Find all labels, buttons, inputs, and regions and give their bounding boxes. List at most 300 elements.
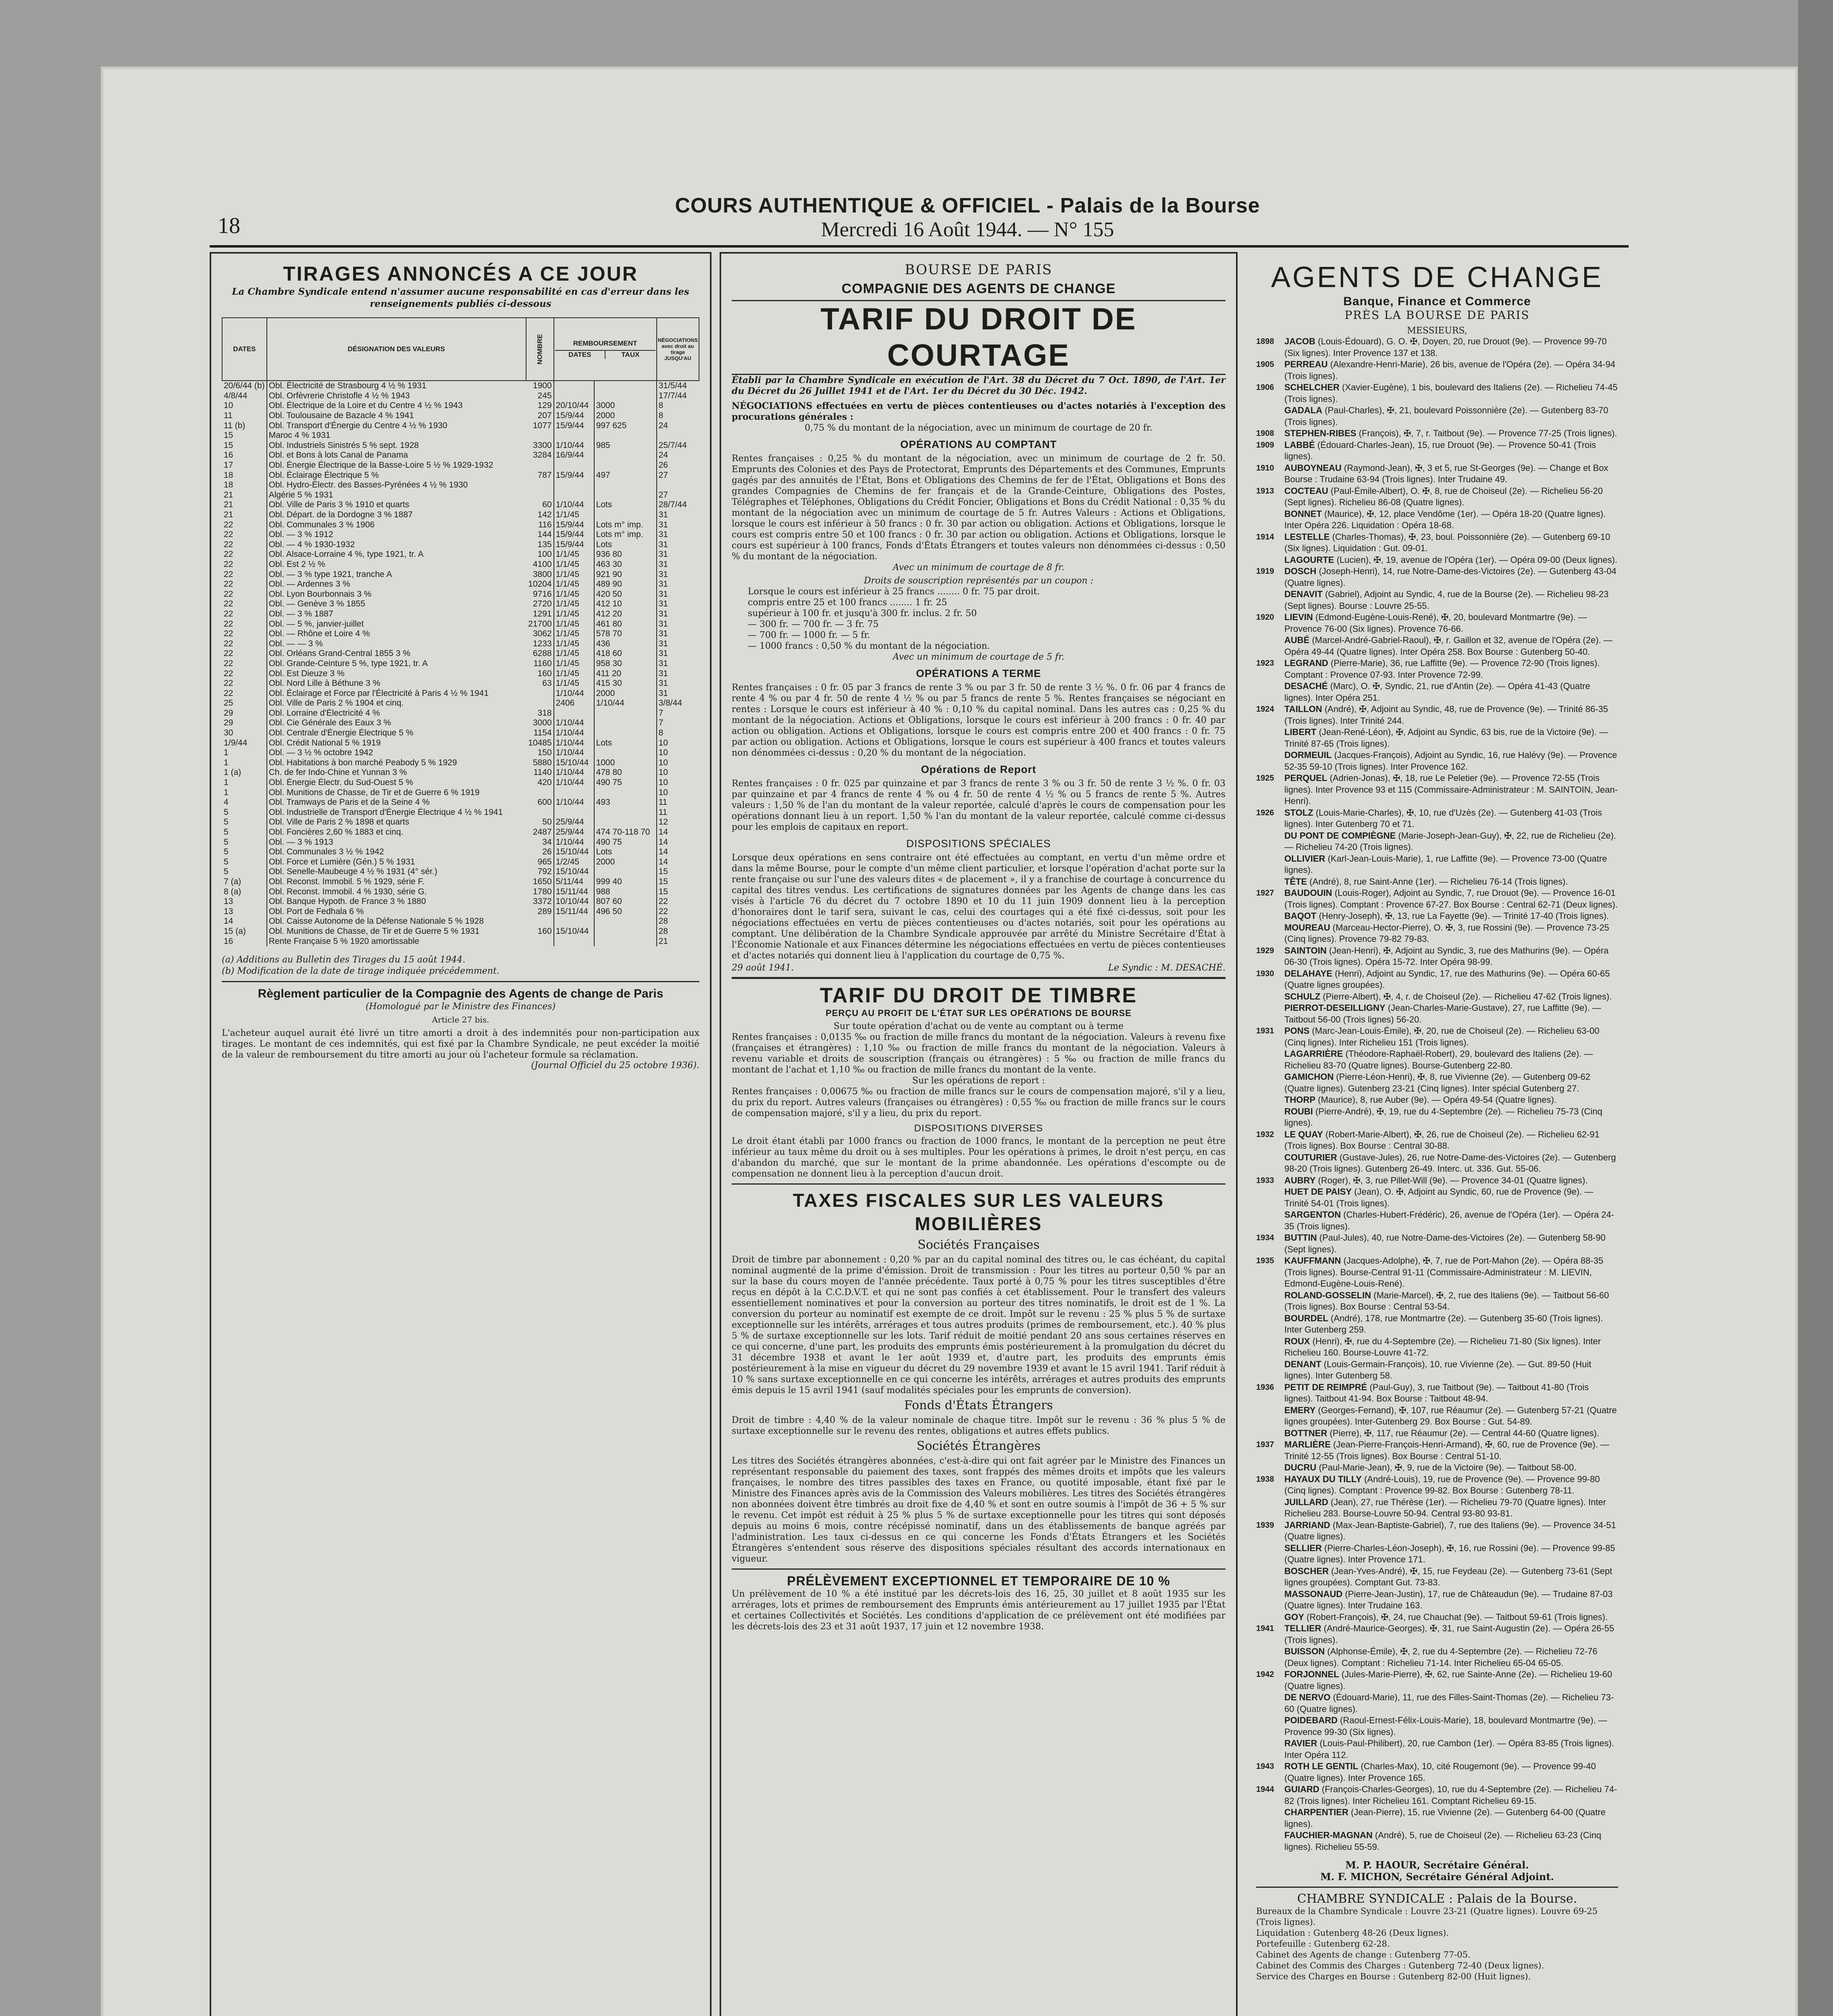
agent-entry bbox=[1256, 531, 1618, 554]
tirage-negociation: 10 bbox=[658, 758, 668, 767]
tirage-designation: Obl. — 3 ½ % octobre 1942 bbox=[268, 748, 373, 758]
agent-body bbox=[1284, 1209, 1618, 1232]
tirage-negociation: 3/8/44 bbox=[658, 698, 682, 708]
agent-body bbox=[1284, 1232, 1618, 1255]
tirage-date: 1/9/44 bbox=[222, 738, 267, 748]
agent-details: (Louis-Édouard), G. O. ✠, Doyen, 20, rue Drouot (9e). — Provence 99-70 (Six lignes). Inter Provence 137 et 138. bbox=[1284, 336, 1607, 358]
tirage-taux: 988 bbox=[594, 887, 657, 897]
agent-body bbox=[1284, 462, 1618, 485]
agent-year: 1906 bbox=[1256, 383, 1274, 392]
agent-name: LIEVIN bbox=[1284, 612, 1313, 622]
agent-body bbox=[1284, 1623, 1618, 1646]
tirage-taux: 436 bbox=[594, 639, 657, 649]
tirage-nombre: 3284 bbox=[526, 450, 554, 460]
souscription-row: supérieur à 100 fr. et jusqu'à 300 fr. inclus. 2 fr. 50 bbox=[748, 608, 977, 619]
agent-entry bbox=[1256, 1612, 1618, 1623]
tirage-negociation: 31 bbox=[658, 579, 668, 589]
remb-dates: DATES bbox=[555, 351, 606, 359]
tirage-designation: Obl. Électricité de Strasbourg 4 ½ % 1931 bbox=[268, 381, 427, 391]
agent-details: (Henri), ✠, rue du 4-Septembre (2e). — Richelieu 71-80 (Six lignes). Inter Richelieu 160. Bourse-Louvre 41-72. bbox=[1284, 1336, 1601, 1358]
tirage-row bbox=[222, 768, 699, 778]
courtage-date: 29 août 1941. bbox=[732, 963, 794, 973]
agent-details: (Pierre), ✠, 117, rue Réaumur (2e). — Central 44-60 (Quatre lignes). bbox=[1329, 1428, 1599, 1438]
tirage-nombre: 10204 bbox=[526, 579, 554, 589]
agent-name: STEPHEN-RIBES bbox=[1284, 428, 1357, 438]
agent-body bbox=[1284, 750, 1618, 773]
agent-name: DESACHÉ bbox=[1284, 681, 1328, 691]
agent-year: 1927 bbox=[1256, 889, 1274, 898]
tirage-negociation bbox=[657, 431, 699, 441]
tirage-date: 21 bbox=[222, 490, 267, 500]
secretaire-general: M. P. HAOUR, Secrétaire Général. bbox=[1345, 1859, 1529, 1871]
tirage-designation: Obl. — 3 % 1912 bbox=[268, 530, 333, 539]
tirage-row bbox=[222, 867, 699, 877]
tirage-date: 5 bbox=[222, 857, 267, 867]
agent-body bbox=[1284, 439, 1618, 462]
tirage-row bbox=[222, 579, 699, 589]
agent-name: OLLIVIER bbox=[1284, 853, 1325, 864]
timbre-report-text: Rentes françaises : 0,00675 ‰ ou fraction de mille francs sur le cours de compensation majoré, s'il y a lieu, du prix du report. Autres valeurs (françaises ou étrangères) : 0,55 ‰ ou fraction de mille francs sur le cours de compensation majoré, s'il y a lieu, du prix du report. bbox=[732, 1087, 1225, 1118]
tirage-row bbox=[222, 679, 699, 689]
tirage-date: 7 (a) bbox=[222, 877, 267, 887]
tirage-row bbox=[222, 837, 699, 847]
tirage-designation: Algérie 5 % 1931 bbox=[268, 490, 333, 500]
tirage-row bbox=[222, 599, 699, 609]
reglement-subtitle: (Homologué par le Ministre des Finances) bbox=[365, 1001, 556, 1012]
agent-year: 1944 bbox=[1256, 1785, 1274, 1794]
agent-name: DE NERVO bbox=[1284, 1692, 1331, 1702]
tirage-taux bbox=[594, 460, 657, 471]
tirage-nombre: 1160 bbox=[526, 659, 554, 669]
tirage-nombre bbox=[526, 698, 554, 708]
agent-name: POIDEBARD bbox=[1284, 1715, 1338, 1725]
tirage-designation: Obl. Force et Lumière (Gén.) 5 % 1931 bbox=[268, 857, 415, 866]
tirage-negociation: 22 bbox=[658, 897, 668, 906]
tirage-taux: 1000 bbox=[594, 758, 657, 768]
agent-year bbox=[1256, 554, 1284, 566]
tirage-taux bbox=[594, 480, 657, 490]
masthead-date: Mercredi 16 Août 1944. — N° 155 bbox=[821, 218, 1114, 241]
tirage-taux: 958 30 bbox=[594, 659, 657, 669]
tirage-date: 29 bbox=[222, 718, 267, 728]
tirage-designation: Obl. Est 2 ½ % bbox=[268, 559, 325, 569]
tirage-designation: Obl. Munitions de Chasse, de Tir et de Guerre 5 % 1931 bbox=[268, 926, 480, 936]
agent-name: BAUDOUIN bbox=[1284, 888, 1332, 898]
tirage-date: 15 (a) bbox=[222, 927, 267, 937]
agent-name: PONS bbox=[1284, 1026, 1310, 1036]
agent-details: (Henri), Adjoint au Syndic, 17, rue des Mathurins (9e). — Opéra 60-65 (Quatre lignes groupées). bbox=[1284, 968, 1610, 990]
tirage-nombre: 2720 bbox=[526, 599, 554, 609]
agent-entry bbox=[1256, 910, 1618, 922]
agent-body bbox=[1284, 1566, 1618, 1589]
bourse-kicker: BOURSE DE PARIS bbox=[905, 262, 1053, 278]
tirage-designation: Obl. Reconst. Immobil. 4 % 1930, série G. bbox=[268, 887, 427, 896]
tirage-negociation: 12 bbox=[658, 817, 668, 827]
tirage-taux bbox=[594, 490, 657, 500]
tirage-nombre bbox=[526, 460, 554, 471]
agent-entry bbox=[1256, 876, 1618, 888]
tirage-date: 22 bbox=[222, 619, 267, 629]
column-agents bbox=[1246, 252, 1629, 2016]
tirage-taux: 3000 bbox=[594, 401, 657, 411]
agent-entry bbox=[1256, 1071, 1618, 1094]
col-remboursement bbox=[554, 318, 657, 381]
taxes-se-title: Sociétés Étrangères bbox=[916, 1439, 1041, 1453]
agent-year: 1930 bbox=[1256, 969, 1274, 978]
agent-entry bbox=[1256, 887, 1618, 910]
tirage-taux: 463 30 bbox=[594, 560, 657, 570]
tirage-taux: Lots bbox=[594, 500, 657, 510]
tirage-date: 22 bbox=[222, 669, 267, 679]
agent-body bbox=[1284, 1474, 1618, 1497]
tirage-remb-date: 15/10/44 bbox=[554, 758, 594, 768]
agent-year: 1942 bbox=[1256, 1670, 1274, 1679]
agent-name: BOTTNER bbox=[1284, 1428, 1327, 1438]
tirage-row bbox=[222, 936, 699, 946]
tirage-row bbox=[222, 887, 699, 897]
tirage-remb-date: 25/9/44 bbox=[554, 817, 594, 827]
agent-details: (Marie-Marcel), ✠, 2, rue des Italiens (9e). — Taitbout 56-60 (Trois lignes). Box Bourse : Central 53-54. bbox=[1284, 1290, 1609, 1312]
agent-name: COCTEAU bbox=[1284, 485, 1328, 496]
taxes-et-title: Fonds d'États Étrangers bbox=[904, 1398, 1053, 1412]
tirage-taux: 497 bbox=[594, 470, 657, 480]
agent-year: 1925 bbox=[1256, 774, 1274, 783]
agent-body bbox=[1284, 1025, 1618, 1048]
tirage-nombre: 50 bbox=[526, 817, 554, 827]
agent-entry bbox=[1256, 1290, 1618, 1313]
agent-entry bbox=[1256, 1623, 1618, 1646]
tirage-nombre: 1291 bbox=[526, 609, 554, 619]
tirage-nombre bbox=[526, 431, 554, 441]
agent-name: DU PONT DE COMPIÈGNE bbox=[1284, 830, 1396, 841]
agent-name: RAVIER bbox=[1284, 1738, 1317, 1748]
tirage-date: 5 bbox=[222, 808, 267, 818]
agent-name: ROUX bbox=[1284, 1336, 1310, 1346]
agent-name: GOY bbox=[1284, 1612, 1304, 1622]
agent-entry bbox=[1256, 1439, 1618, 1462]
tirage-taux: 578 70 bbox=[594, 629, 657, 639]
tirage-designation: Obl. — 4 % 1930-1932 bbox=[268, 539, 355, 549]
tirage-designation: Obl. Cie Générale des Eaux 3 % bbox=[268, 718, 391, 728]
agent-body bbox=[1284, 1359, 1618, 1382]
souscription-row: — 300 fr. — 700 fr. — 3 fr. 75 bbox=[748, 619, 879, 629]
tirage-remb-date: 15/9/44 bbox=[554, 470, 594, 480]
agent-year bbox=[1256, 1313, 1284, 1336]
agent-body bbox=[1284, 1094, 1618, 1106]
agent-entry bbox=[1256, 1543, 1618, 1566]
tirage-designation: Obl. Habitations à bon marché Peabody 5 % 1929 bbox=[268, 758, 457, 767]
tirage-date: 18 bbox=[222, 470, 267, 480]
agent-year bbox=[1256, 1738, 1284, 1761]
tirage-remb-date bbox=[554, 480, 594, 490]
tirage-negociation: 8 bbox=[658, 401, 664, 410]
tirage-negociation: 27 bbox=[658, 490, 668, 500]
tirage-row bbox=[222, 798, 699, 808]
tirage-negociation: 31 bbox=[658, 530, 668, 539]
tirage-date: 22 bbox=[222, 629, 267, 639]
agent-details: (André), 8, rue Saint-Anne (1er). — Richelieu 76-14 (Trois lignes). bbox=[1309, 876, 1568, 887]
agent-details: (Marcel-André-Gabriel-Raoul), ✠, r. Gaillon et 32, avenue de l'Opéra (2e). — Opéra 49-44 (Quatre lignes). Inter Opéra 258. Box Bourse : Gutenberg 50-40. bbox=[1284, 635, 1612, 657]
tirage-nombre: 600 bbox=[526, 798, 554, 808]
agent-body bbox=[1284, 1669, 1618, 1692]
chambre-line: Cabinet des Agents de change : Gutenberg 77-05. bbox=[1256, 1950, 1471, 1960]
agent-year bbox=[1256, 1566, 1284, 1589]
agent-year bbox=[1256, 1830, 1284, 1853]
tirage-taux: 412 10 bbox=[594, 599, 657, 609]
agent-body bbox=[1284, 773, 1618, 807]
agent-entry bbox=[1256, 1497, 1618, 1520]
agent-body bbox=[1284, 1382, 1618, 1405]
tirage-designation: Obl. Transport d'Énergie du Centre 4 ½ % 1930 bbox=[268, 421, 447, 430]
tirage-nombre: 34 bbox=[526, 837, 554, 847]
agent-details: (Pierre-Jean-Justin), 17, rue de Châteaudun (9e). — Trudaine 87-03 (Quatre lignes). Inter Trudaine 163. bbox=[1284, 1589, 1613, 1610]
tirage-nombre: 142 bbox=[526, 510, 554, 520]
agent-name: GADALA bbox=[1284, 405, 1323, 415]
souscription-row: — 1000 francs : 0,50 % du montant de la négociation. bbox=[748, 641, 990, 651]
agent-name: CHARPENTIER bbox=[1284, 1807, 1348, 1817]
tirage-negociation: 22 bbox=[658, 906, 668, 916]
agent-year bbox=[1256, 727, 1284, 750]
tirage-remb-date bbox=[554, 431, 594, 441]
tirage-remb-date: 1/10/44 bbox=[554, 718, 594, 728]
agent-details: (Charles-Max), 10, cité Rougemont (9e). — Provence 99-40 (Quatre lignes). Inter Provence 165. bbox=[1284, 1761, 1596, 1783]
agent-body bbox=[1284, 887, 1618, 910]
agent-body bbox=[1284, 1784, 1618, 1807]
taxes-title: TAXES FISCALES SUR LES VALEURS MOBILIÈRES bbox=[793, 1190, 1165, 1234]
tirage-row bbox=[222, 460, 699, 471]
agent-name: THORP bbox=[1284, 1095, 1315, 1105]
tirage-negociation: 31/5/44 bbox=[658, 381, 687, 391]
tirage-remb-date: 1/10/44 bbox=[554, 688, 594, 698]
agent-details: (Jean-Yves-André), ✠, 15, rue Feydeau (2e). — Gutenberg 73-61 (Sept lignes groupées). Comptant Gut. 73-83. bbox=[1284, 1566, 1612, 1587]
tirage-designation: Ch. de fer Indo-Chine et Yunnan 3 % bbox=[268, 768, 407, 777]
tirage-remb-date bbox=[554, 916, 594, 927]
souscription-min: Avec un minimum de courtage de 5 fr. bbox=[893, 652, 1065, 662]
tirage-taux: 936 80 bbox=[594, 550, 657, 560]
tirages-table bbox=[222, 317, 699, 946]
tirage-designation: Obl. Ville de Paris 3 % 1910 et quarts bbox=[268, 500, 410, 510]
tirage-negociation: 31 bbox=[658, 658, 668, 668]
chambre-list bbox=[1256, 1906, 1618, 1982]
tirage-designation: Obl. Orléans Grand-Central 1855 3 % bbox=[268, 649, 410, 658]
tirage-nombre: 1780 bbox=[526, 887, 554, 897]
agent-name: SARGENTON bbox=[1284, 1210, 1341, 1220]
tirage-negociation: 11 bbox=[658, 798, 668, 807]
tirage-designation: Obl. Tramways de Paris et de la Seine 4 % bbox=[268, 798, 430, 807]
agent-entry bbox=[1256, 1255, 1618, 1290]
agent-name: AUBÉ bbox=[1284, 635, 1310, 645]
tirage-remb-date: 15/9/44 bbox=[554, 530, 594, 540]
agent-name: LABBÉ bbox=[1284, 439, 1315, 450]
agent-year: 1919 bbox=[1256, 567, 1274, 576]
agent-year bbox=[1256, 1071, 1284, 1094]
agent-details: (Marceau-Hector-Pierre), O. ✠, 3, rue Rossini (9e). — Provence 73-25 (Cinq lignes). Provence 79-82 79-83. bbox=[1284, 922, 1609, 944]
agent-details: (Xavier-Eugène), 1 bis, boulevard des Italiens (2e). — Richelieu 74-45 (Trois lignes). bbox=[1284, 382, 1618, 404]
agent-name: LAGOURTE bbox=[1284, 554, 1334, 565]
agent-year: 1924 bbox=[1256, 705, 1274, 714]
agent-year: 1914 bbox=[1256, 532, 1274, 541]
agent-body bbox=[1284, 1002, 1618, 1025]
tirage-row bbox=[222, 540, 699, 550]
agent-year bbox=[1256, 405, 1284, 428]
tirage-designation: Obl. Lyon Bourbonnais 3 % bbox=[268, 589, 372, 599]
tirage-row bbox=[222, 589, 699, 599]
agent-details: (Alexandre-Henri-Marie), 26 bis, avenue de l'Opéra (2e). — Opéra 34-94 (Trois lignes). bbox=[1284, 359, 1616, 381]
agent-body bbox=[1284, 589, 1618, 612]
tirage-remb-date: 2406 bbox=[554, 698, 594, 708]
agent-year: 1936 bbox=[1256, 1383, 1274, 1392]
tirage-remb-date: 1/1/45 bbox=[554, 550, 594, 560]
agent-entry bbox=[1256, 1359, 1618, 1382]
tirage-taux: 420 50 bbox=[594, 589, 657, 599]
tirage-nombre: 160 bbox=[526, 669, 554, 679]
tirage-remb-date: 15/11/44 bbox=[554, 887, 594, 897]
tirage-row bbox=[222, 619, 699, 629]
tirage-nombre: 3000 bbox=[526, 718, 554, 728]
tirage-date: 5 bbox=[222, 827, 267, 837]
agent-body bbox=[1284, 681, 1618, 704]
tirage-taux bbox=[594, 927, 657, 937]
agent-name: KAUFFMANN bbox=[1284, 1256, 1341, 1266]
tirage-date: 22 bbox=[222, 589, 267, 599]
tirage-taux bbox=[594, 936, 657, 946]
agent-year: 1932 bbox=[1256, 1130, 1274, 1139]
agent-body bbox=[1284, 1589, 1618, 1612]
tirage-date: 22 bbox=[222, 540, 267, 550]
agent-entry bbox=[1256, 807, 1618, 830]
tirage-nombre: 1650 bbox=[526, 877, 554, 887]
tirage-row bbox=[222, 787, 699, 798]
tirage-taux: Lots bbox=[594, 738, 657, 748]
tirage-row bbox=[222, 421, 699, 431]
agent-name: JUILLARD bbox=[1284, 1497, 1328, 1507]
agent-details: (Joseph-Henri), 14, rue Notre-Dame-des-Victoires (2e). — Gutenberg 43-04 (Quatre lignes). bbox=[1284, 566, 1617, 588]
col-nombre: NOMBRE bbox=[526, 318, 554, 381]
agent-details: (Raoul-Ernest-Félix-Louis-Marie), 18, boulevard Montmartre (9e). — Provence 99-30 (Six lignes). bbox=[1284, 1715, 1607, 1737]
tirage-designation: Maroc 4 % 1931 bbox=[268, 431, 331, 440]
tirage-negociation: 28 bbox=[658, 926, 668, 936]
remb-title: REMBOURSEMENT bbox=[573, 339, 637, 347]
tirage-row bbox=[222, 441, 699, 451]
tirage-designation: Obl. — Ardennes 3 % bbox=[268, 579, 350, 589]
agent-entry bbox=[1256, 853, 1618, 876]
tirage-row bbox=[222, 877, 699, 887]
agent-year: 1905 bbox=[1256, 360, 1274, 369]
tirage-date: 4/8/44 bbox=[222, 391, 267, 401]
agent-body bbox=[1284, 359, 1618, 382]
agent-name: FORJONNEL bbox=[1284, 1669, 1339, 1679]
tirage-negociation: 31 bbox=[658, 569, 668, 579]
agent-body bbox=[1284, 704, 1618, 727]
agent-name: ROTH LE GENTIL bbox=[1284, 1761, 1359, 1771]
agent-details: (Lucien), ✠, 19, avenue de l'Opéra (1er). — Opéra 09-00 (Deux lignes). bbox=[1336, 554, 1617, 565]
chambre-line: Bureaux de la Chambre Syndicale : Louvre 23-21 (Quatre lignes). Louvre 69-25 (Trois lignes). bbox=[1256, 1906, 1598, 1927]
courtage-title: TARIF DU DROIT DE COURTAGE bbox=[732, 300, 1225, 375]
tirage-negociation: 10 bbox=[658, 768, 668, 777]
souscription-title: Droits de souscription représentés par un coupon : bbox=[863, 576, 1094, 586]
tirage-remb-date: 1/1/45 bbox=[554, 510, 594, 520]
agent-year bbox=[1256, 1646, 1284, 1669]
agent-entry bbox=[1256, 1152, 1618, 1175]
tirage-negociation: 28 bbox=[658, 916, 668, 926]
agent-entry bbox=[1256, 336, 1618, 359]
tirages-subtitle: La Chambre Syndicale entend n'assumer aucune responsabilité en cas d'erreur dans les renseignements publiés ci-dessous bbox=[232, 286, 689, 309]
masthead-title: COURS AUTHENTIQUE & OFFICIEL - Palais de la Bourse bbox=[675, 194, 1260, 217]
agent-entry bbox=[1256, 359, 1618, 382]
agent-entry bbox=[1256, 1336, 1618, 1359]
tirage-date: 21 bbox=[222, 500, 267, 510]
agent-details: (André), 5, rue de Choiseul (2e). — Richelieu 63-23 (Cinq lignes). Richelieu 55-59. bbox=[1284, 1830, 1602, 1852]
disp-title: DISPOSITIONS SPÉCIALES bbox=[906, 837, 1051, 850]
agent-body bbox=[1284, 1738, 1618, 1761]
souscription-row: — 700 fr. — 1000 fr. — 5 fr. bbox=[748, 630, 870, 640]
page-number: 18 bbox=[218, 213, 240, 238]
tirage-date: 22 bbox=[222, 609, 267, 619]
agent-details: (Max-Jean-Baptiste-Gabriel), 7, rue des Italiens (9e). — Provence 34-51 (Quatre lignes). bbox=[1284, 1520, 1616, 1541]
tirage-row bbox=[222, 857, 699, 867]
tirage-remb-date: 1/1/45 bbox=[554, 649, 594, 659]
reglement-source: (Journal Officiel du 25 octobre 1936). bbox=[531, 1060, 699, 1070]
agent-year bbox=[1256, 1692, 1284, 1715]
agent-entry bbox=[1256, 439, 1618, 462]
agent-name: PETIT DE REIMPRÉ bbox=[1284, 1382, 1367, 1392]
report-title: Opérations de Report bbox=[921, 763, 1036, 775]
tirage-designation: Obl. Départ. de la Dordogne 3 % 1887 bbox=[268, 510, 413, 520]
tirage-nombre: 1233 bbox=[526, 639, 554, 649]
agent-body bbox=[1284, 1807, 1618, 1830]
tirage-taux: 2000 bbox=[594, 857, 657, 867]
tirage-nombre: 26 bbox=[526, 847, 554, 857]
taxes-se-text: Les titres des Sociétés étrangères abonnées, c'est-à-dire qui ont fait agréer par le Ministre des Finances un représentant responsable du paiement des taxes, sont frappés des mêmes droits et impôts que les valeurs françaises, le nombre des titres passibles des taxes en France, ou quotité imposable, étant fixé par le Ministre des Finances après avis de la Commission des Valeurs mobilières. Les titres des Sociétés étrangères non abonnées doivent être timbrés au droit fixe de 4,40 % et sont en outre soumis à l'impôt de 36 + 5 % sur le revenu. Cet impôt est réduit à 25 % plus 5 % de surtaxe exceptionnelle pour les titres qui sont déposés depuis au moins 6 mois, contre récépissé nominatif, dans un des établissements de banque agréés par l'administration. Les taux ci-dessus en ce qui concerne les Fonds d'États Étrangers et les Sociétés Étrangères s'entendent sous réserve des dispositions spéciales résultant des accords internationaux en vigueur. bbox=[732, 1456, 1225, 1564]
tirage-negociation: 7 bbox=[658, 718, 664, 728]
agent-year bbox=[1256, 853, 1284, 876]
tirage-date: 20/6/44 (b) bbox=[222, 381, 267, 391]
agent-details: (Karl-Jean-Louis-Marie), 1, rue Laffitte (9e). — Provence 73-00 (Quatre lignes). bbox=[1284, 853, 1607, 875]
tirage-negociation: 15 bbox=[658, 887, 668, 896]
agent-entry bbox=[1256, 1175, 1618, 1187]
tirage-remb-date: 15/9/44 bbox=[554, 411, 594, 421]
tirage-remb-date bbox=[554, 490, 594, 500]
tirage-nombre: 3372 bbox=[526, 897, 554, 907]
tirage-remb-date: 1/10/44 bbox=[554, 728, 594, 738]
tirage-taux bbox=[594, 450, 657, 460]
agent-details: (Robert-Marie-Albert), ✠, 26, rue de Choiseul (2e). — Richelieu 62-91 (Trois lignes). Box Bourse : Central 30-88. bbox=[1284, 1129, 1600, 1151]
agent-year: 1933 bbox=[1256, 1176, 1274, 1185]
agent-year bbox=[1256, 1290, 1284, 1313]
tirage-date: 8 (a) bbox=[222, 887, 267, 897]
agent-details: (Georges-Fernand), ✠, 107, rue Réaumur (2e). — Gutenberg 57-21 (Quatre lignes groupées). Inter-Gutenberg 29. Box Bourse : Gut. 54-89. bbox=[1284, 1405, 1617, 1427]
tirage-taux: 493 bbox=[594, 798, 657, 808]
timbre-title: TARIF DU DROIT DE TIMBRE bbox=[820, 984, 1138, 1007]
agent-details: (Jean-René-Léon), ✠, Adjoint au Syndic, 63 bis, rue de la Victoire (9e). — Trinité 87-65 (Trois lignes). bbox=[1284, 727, 1608, 749]
tirage-row bbox=[222, 480, 699, 490]
agent-details: (Gustave-Jules), 26, rue Notre-Dame-des-Victoires (2e). — Gutenberg 98-20 (Trois lignes). Gutenberg 26-49. Interc. ut. 336. Gut. 55-06. bbox=[1284, 1152, 1616, 1174]
agent-body bbox=[1284, 727, 1618, 750]
tirage-designation: Obl. — 5 %, janvier-juillet bbox=[268, 619, 364, 629]
tirage-remb-date: 15/10/44 bbox=[554, 927, 594, 937]
tirage-negociation: 15 bbox=[658, 867, 668, 877]
tirage-date: 11 (b) bbox=[222, 421, 267, 431]
agent-body bbox=[1284, 1692, 1618, 1715]
agent-entry bbox=[1256, 1025, 1618, 1048]
tirage-designation: Obl. Port de Fedhala 6 % bbox=[268, 906, 364, 916]
agent-entry bbox=[1256, 945, 1618, 968]
tirage-row bbox=[222, 381, 699, 391]
agent-entry bbox=[1256, 1129, 1618, 1152]
tirage-designation: Obl. Hydro-Électr. des Basses-Pyrénées 4 ½ % 1930 bbox=[268, 480, 468, 490]
agent-year: 1931 bbox=[1256, 1027, 1274, 1035]
agent-body bbox=[1284, 1646, 1618, 1669]
